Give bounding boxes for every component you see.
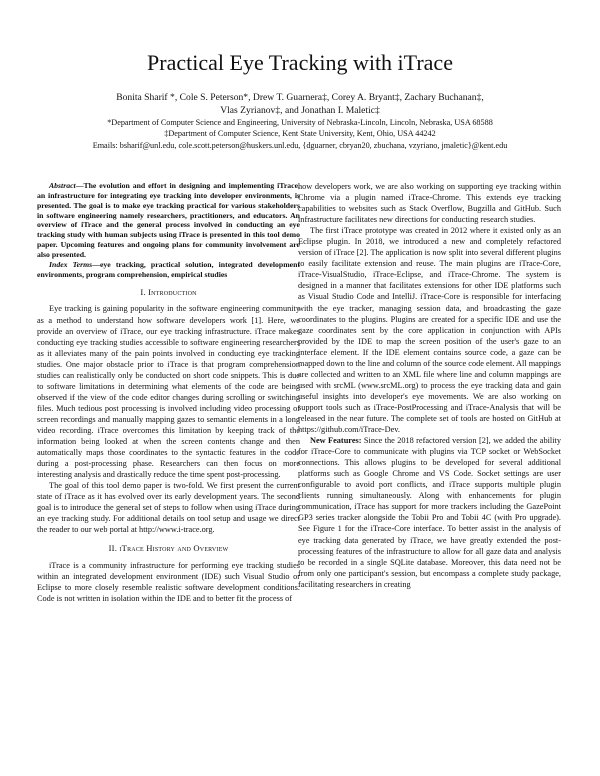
paper-title: Practical Eye Tracking with iTrace — [147, 50, 453, 75]
authors-line-2: Vlas Zyrianov‡, and Jonathan I. Maletic‡ — [220, 104, 380, 116]
new-features-paragraph — [298, 435, 561, 590]
section-heading-introduction: I. Introduction — [140, 287, 197, 298]
history-paragraph-1: iTrace is a community infrastructure for performing eye tracking studies within an integrated development environment (IDE) such Visual Studio or Eclipse to more closely resemble realistic software development conditions. Code is not written in isolation within the IDE and to better fit the process of — [37, 560, 300, 603]
right-column — [298, 181, 561, 590]
right-paragraph-0: how developers work, we are also working on supporting eye tracking within Chrome via a plugin named iTrace-Chrome. This extends eye tracking capabilities to websites such as Stack Overflow, Bugzilla and GitHub. Such infrastructure facilitates new directions for conducting research studies. — [298, 182, 561, 225]
new-features-label: New Features: — [310, 436, 362, 446]
authors-line-1: Bonita Sharif *, Cole S. Peterson*, Drew T. Guarnera‡, Corey A. Bryant‡, Zachary Buchanan‡, — [116, 92, 484, 103]
abstract-text: —The evolution and effort in designing and implementing iTrace, an infrastructure for integrating eye tracking into developer environments, is presented. The goal is to make eye tracking practical for various stakeholders in software engineering namely researchers, practitioners, and educators. An overview of iTrace and the general process involved in conducting an eye tracking study with human subjects using iTrace is presented in this tool demo paper. Upcoming features and ongoing plans for community involvement are also presented. — [37, 181, 300, 259]
author-emails: Emails: bsharif@unl.edu, cole.scott.peterson@huskers.unl.edu, {dguarner, cbryan20, zbuchana, vzyriano, jmaletic}@kent.edu — [92, 141, 508, 151]
section-heading-history: II. iTrace History and Overview — [108, 543, 229, 554]
left-column — [37, 181, 300, 604]
author-block — [40, 92, 560, 153]
affiliation-unl: *Department of Computer Science and Engineering, University of Nebraska-Lincoln, Lincoln, Nebraska, USA 68588 — [107, 118, 493, 128]
abstract — [37, 181, 300, 260]
index-terms — [37, 260, 300, 280]
index-terms-text: —eye tracking, practical solution, integrated development environments, program comprehension, empirical studies — [37, 259, 300, 279]
new-features-text: Since the 2018 refactored version [2], we added the ability for iTrace-Core to communicate with plugins via TCP socket or WebSocket connections. This allows plugins to be developed for several additional platforms such as Google Chrome and VS Code. Socket settings are user configurable to avoid port conflicts, and iTrace supports multiple plugin clients running simultaneously. Along with enhancements for plugin communication, iTrace has support for more trackers including the GazePoint GP3 series tracker alongside the Tobii Pro and Tobii 4C (with Pro upgrade). See Figure 1 for the iTrace-Core interface. To better assist in the analysis of eye tracking data generated by iTrace, we have greatly extended the post-processing features of the infrastructure to allow for all gaze data and analysis to be recorded in a single SQLite database. Moreover, this data need not be from only one participant's session, but encompass a complete study package, facilitating researchers in creating — [298, 436, 561, 589]
intro-paragraph-1: Eye tracking is gaining popularity in the software engineering community as a method to understand how software developers work [1]. Here, we provide an overview of iTrace, our eye tracking infrastructure. iTrace makes conducting eye tracking studies accessible to software engineering researchers as it alleviates many of the pain points involved in conducting eye tracking studies. One major obstacle prior to iTrace is that program comprehension studies can realistically only be conducted on short code snippets. This is due to software limitations in determining what elements of the code are being observed if the view of the code editor changes during scrolling or switching files. Much tedious post processing is involved including video processing of screen recordings and manually mapping gazes to semantic elements in a long video recording. iTrace overcomes this limitation by keeping track of the information being looked at when the screen contents change and then automatically maps those coordinates to the syntactic features in the code during a post-processing phase. Researchers can then focus on more interesting analysis and drastically reduce the time spent post-processing. — [37, 304, 300, 480]
right-paragraph-1: The first iTrace prototype was created in 2012 where it existed only as an Eclipse plugin. In 2018, we introduced a new and completely refactored version of iTrace [2]. The application is now split into several different plugins to easily facilitate extension and reuse. The main plugins are iTrace-Core, iTrace-VisualStudio, iTrace-Eclipse, and iTrace-Chrome. The system is designed in a manner that facilitates extensions for other IDE platforms such as Visual Studio Code and IntelliJ. iTrace-Core is responsible for interfacing with the eye tracker, managing session data, and broadcasting the gaze coordinates to the plugins. Plugins are created for a specific IDE and use the gaze coordinates sent by the core application in conjunction with APIs provided by the IDE to map the screen position of the user's gaze to an interface element. If the IDE element contains source code, a gaze can be mapped down to the line and column of the source code element. All mappings are collected and written to an XML file where line and column mappings are used with srcML (www.srcML.org) to process the eye tracking data and gain useful insights into developer's eye movements. We are also working on support tools such as iTrace-PostProcessing and iTrace-Analysis that will be released in the near future. The complete set of tools are hosted on GitHub at https://github.com/iTrace-Dev. — [298, 226, 561, 435]
abstract-label: Abstract — [49, 181, 76, 190]
index-terms-label: Index Terms — [49, 259, 93, 269]
intro-paragraph-2: The goal of this tool demo paper is two-fold. We first present the current state of iTrace as it has evolved over its early development years. The second goal is to introduce the general set of steps to follow when using iTrace during an eye tracking study. For additional details on tool setup and usage we direct the reader to our web portal at http://www.i-trace.org. — [37, 481, 300, 535]
affiliation-kent: ‡Department of Computer Science, Kent State University, Kent, Ohio, USA 44242 — [164, 129, 436, 139]
